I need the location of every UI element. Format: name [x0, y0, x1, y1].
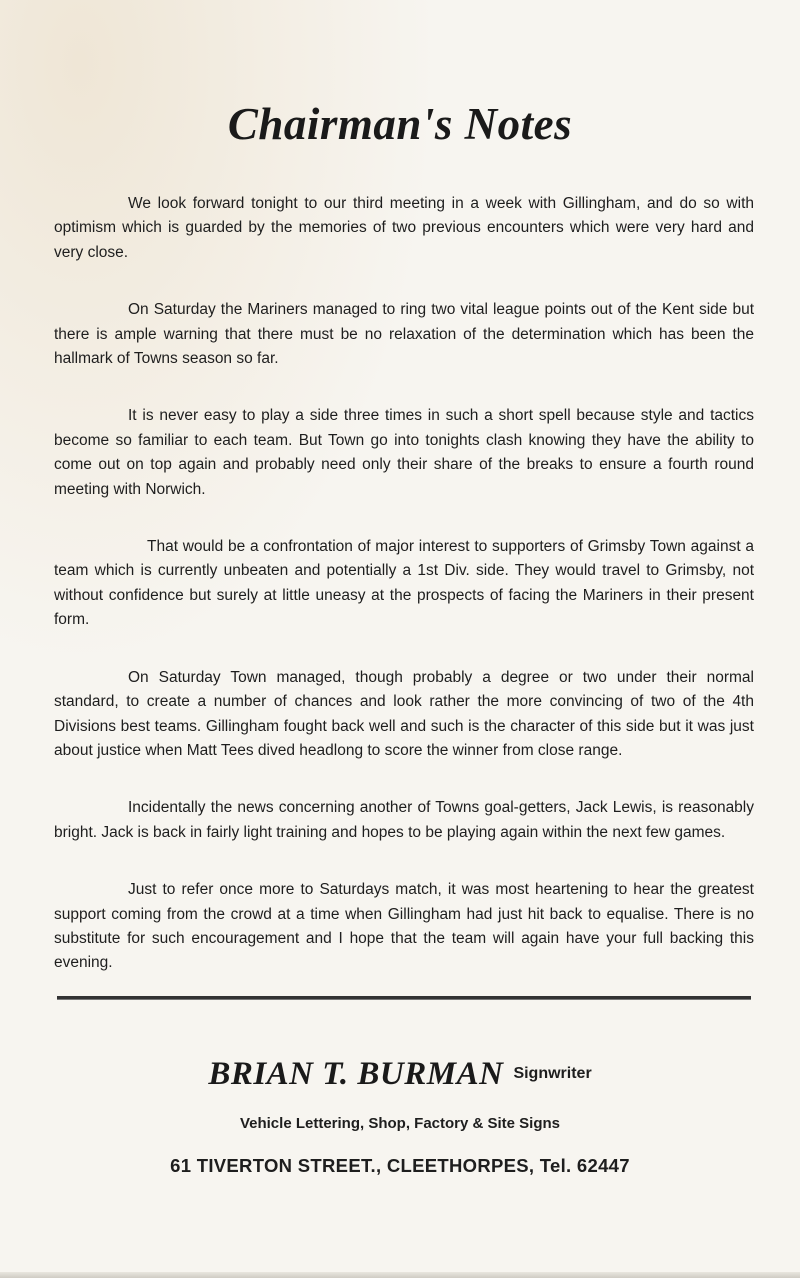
paragraph-4: That would be a confrontation of major interest to supporters of Grimsby Town against a team which is currently unbeaten and potentially a 1st Div. side. They would travel to Grimsby, not without confidence but surely at little uneasy at the prospects of facing the Mariners in their present form. [54, 538, 754, 629]
article-body [54, 192, 754, 1009]
paragraph-7: Just to refer once more to Saturdays match, it was most heartening to hear the greatest support coming from the crowd at a time when Gillingham had just hit back to equalise. There is no substitute for such encouragement and I hope that the team will again have your full backing this evening. [54, 881, 754, 972]
section-divider [57, 996, 751, 1000]
paragraph-2: On Saturday the Mariners managed to ring two vital league points out of the Kent side but there is ample warning that there must be no relaxation of the determination which has been the hallmark of Towns season so far. [54, 301, 754, 368]
advert-business-name: BRIAN T. BURMAN [208, 1056, 504, 1092]
paragraph-6: Incidentally the news concerning another of Towns goal-getters, Jack Lewis, is reasonably bright. Jack is back in fairly light training and hopes to be playing again within the next few games. [54, 799, 754, 841]
paragraph-3: It is never easy to play a side three times in such a short spell because style and tactics become so familiar to each team. But Town go into tonights clash knowing they have the ability to come out on top again and probably need only their share of the breaks to ensure a fourth round meeting with Norwich. [54, 407, 754, 498]
advert-address: 61 TIVERTON STREET., CLEETHORPES, Tel. 62447 [170, 1155, 630, 1176]
paragraph-5: On Saturday Town managed, though probably a degree or two under their normal standard, to create a number of chances and look rather the more convincing of two of the 4th Divisions best teams. Gillingham fought back well and such is the character of this side but it was just about justice when Matt Tees dived headlong to score the winner from close range. [54, 668, 754, 759]
paragraph-1: We look forward tonight to our third meeting in a week with Gillingham, and do so with optimism which is guarded by the memories of two previous encounters which were very hard and very close. [54, 195, 754, 261]
advert-services: Vehicle Lettering, Shop, Factory & Site Signs [239, 1115, 561, 1132]
advert-trade: Signwriter [513, 1065, 592, 1082]
page-title: Chairman's Notes [227, 99, 573, 149]
advert-heading [0, 1056, 800, 1093]
page-edge [0, 1272, 800, 1278]
